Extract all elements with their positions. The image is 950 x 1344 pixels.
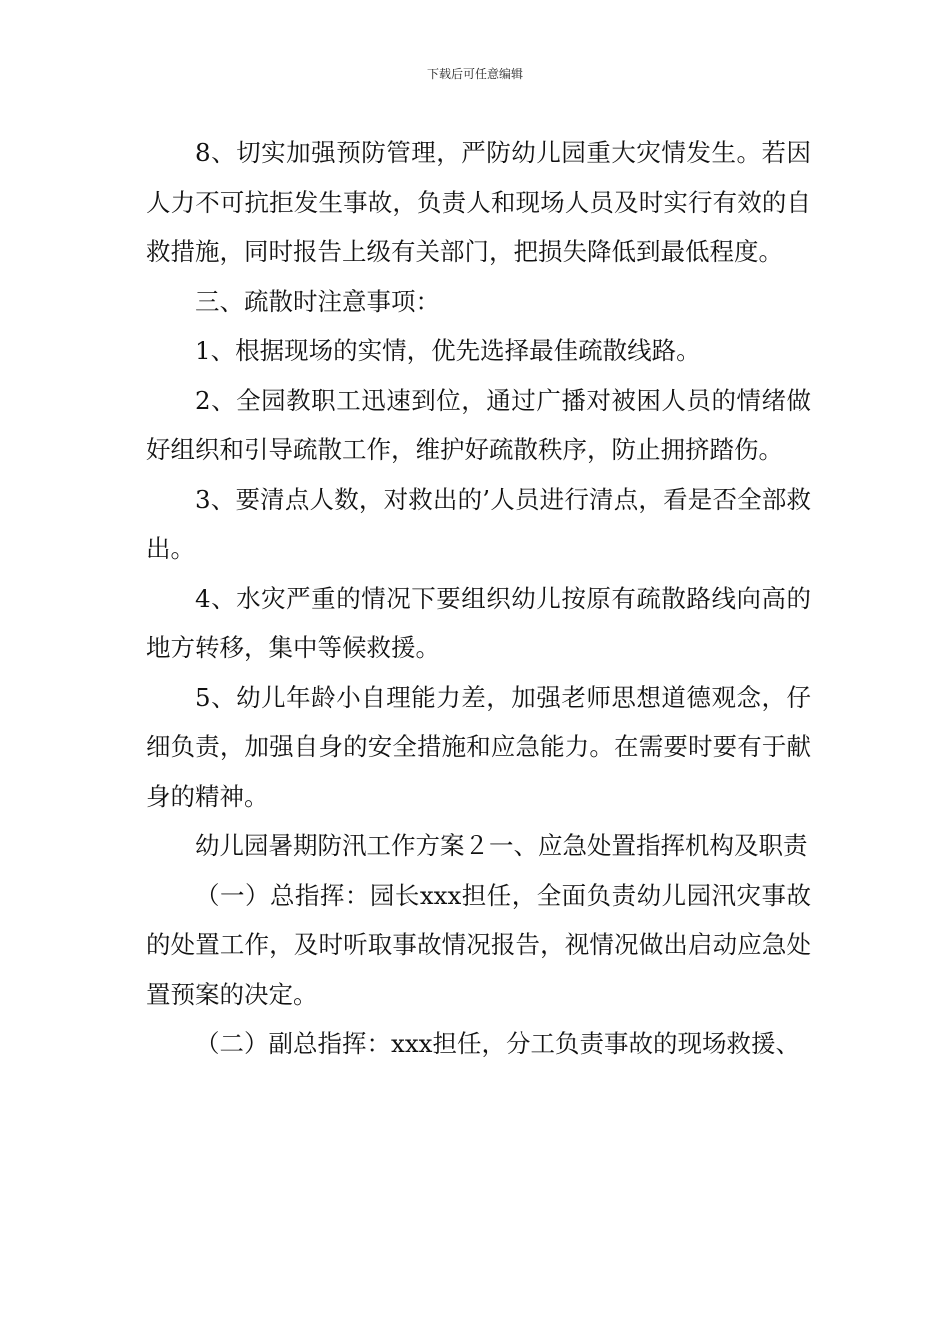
paragraph-item-8: 8、切实加强预防管理，严防幼儿园重大灾情发生。若因人力不可抗拒发生事故，负责人和现场人员及时实行有效的自救措施，同时报告上级有关部门，把损失降低到最低程度。 <box>146 138 811 266</box>
paragraph-commander: （一）总指挥：园长xxx担任，全面负责幼儿园汛灾事故的处置工作，及时听取事故情况报告，视情况做出启动应急处置预案的决定。 <box>146 880 811 1009</box>
paragraph-item-4: 4、水灾严重的情况下要组织幼儿按原有疏散路线向高的地方转移，集中等候救援。 <box>146 583 811 662</box>
paragraph-deputy-commander: （二）副总指挥：xxx担任，分工负责事故的现场救援、 <box>195 1029 800 1058</box>
section-heading-evacuation-notes: 三、疏散时注意事项： <box>195 286 440 316</box>
plan-2-heading: 幼儿园暑期防汛工作方案２一、应急处置指挥机构及职责 <box>195 831 808 860</box>
paragraph-item-3: 3、要清点人数，对救出的’人员进行清点，看是否全部救出。 <box>146 484 811 563</box>
paragraph-item-2: 2、全园教职工迅速到位，通过广播对被困人员的情绪做好组织和引导疏散工作，维护好疏散秩序，防止拥挤踏伤。 <box>146 385 811 464</box>
paragraph-item-1: 1、根据现场的实情，优先选择最佳疏散线路。 <box>195 336 701 365</box>
page-header-note: 下载后可任意编辑 <box>426 67 523 81</box>
document-body <box>146 128 811 1069</box>
paragraph-item-5: 5、幼儿年龄小自理能力差，加强老师思想道德观念，仔细负责，加强自身的安全措施和应急能力。在需要时要有于献身的精神。 <box>146 682 811 811</box>
